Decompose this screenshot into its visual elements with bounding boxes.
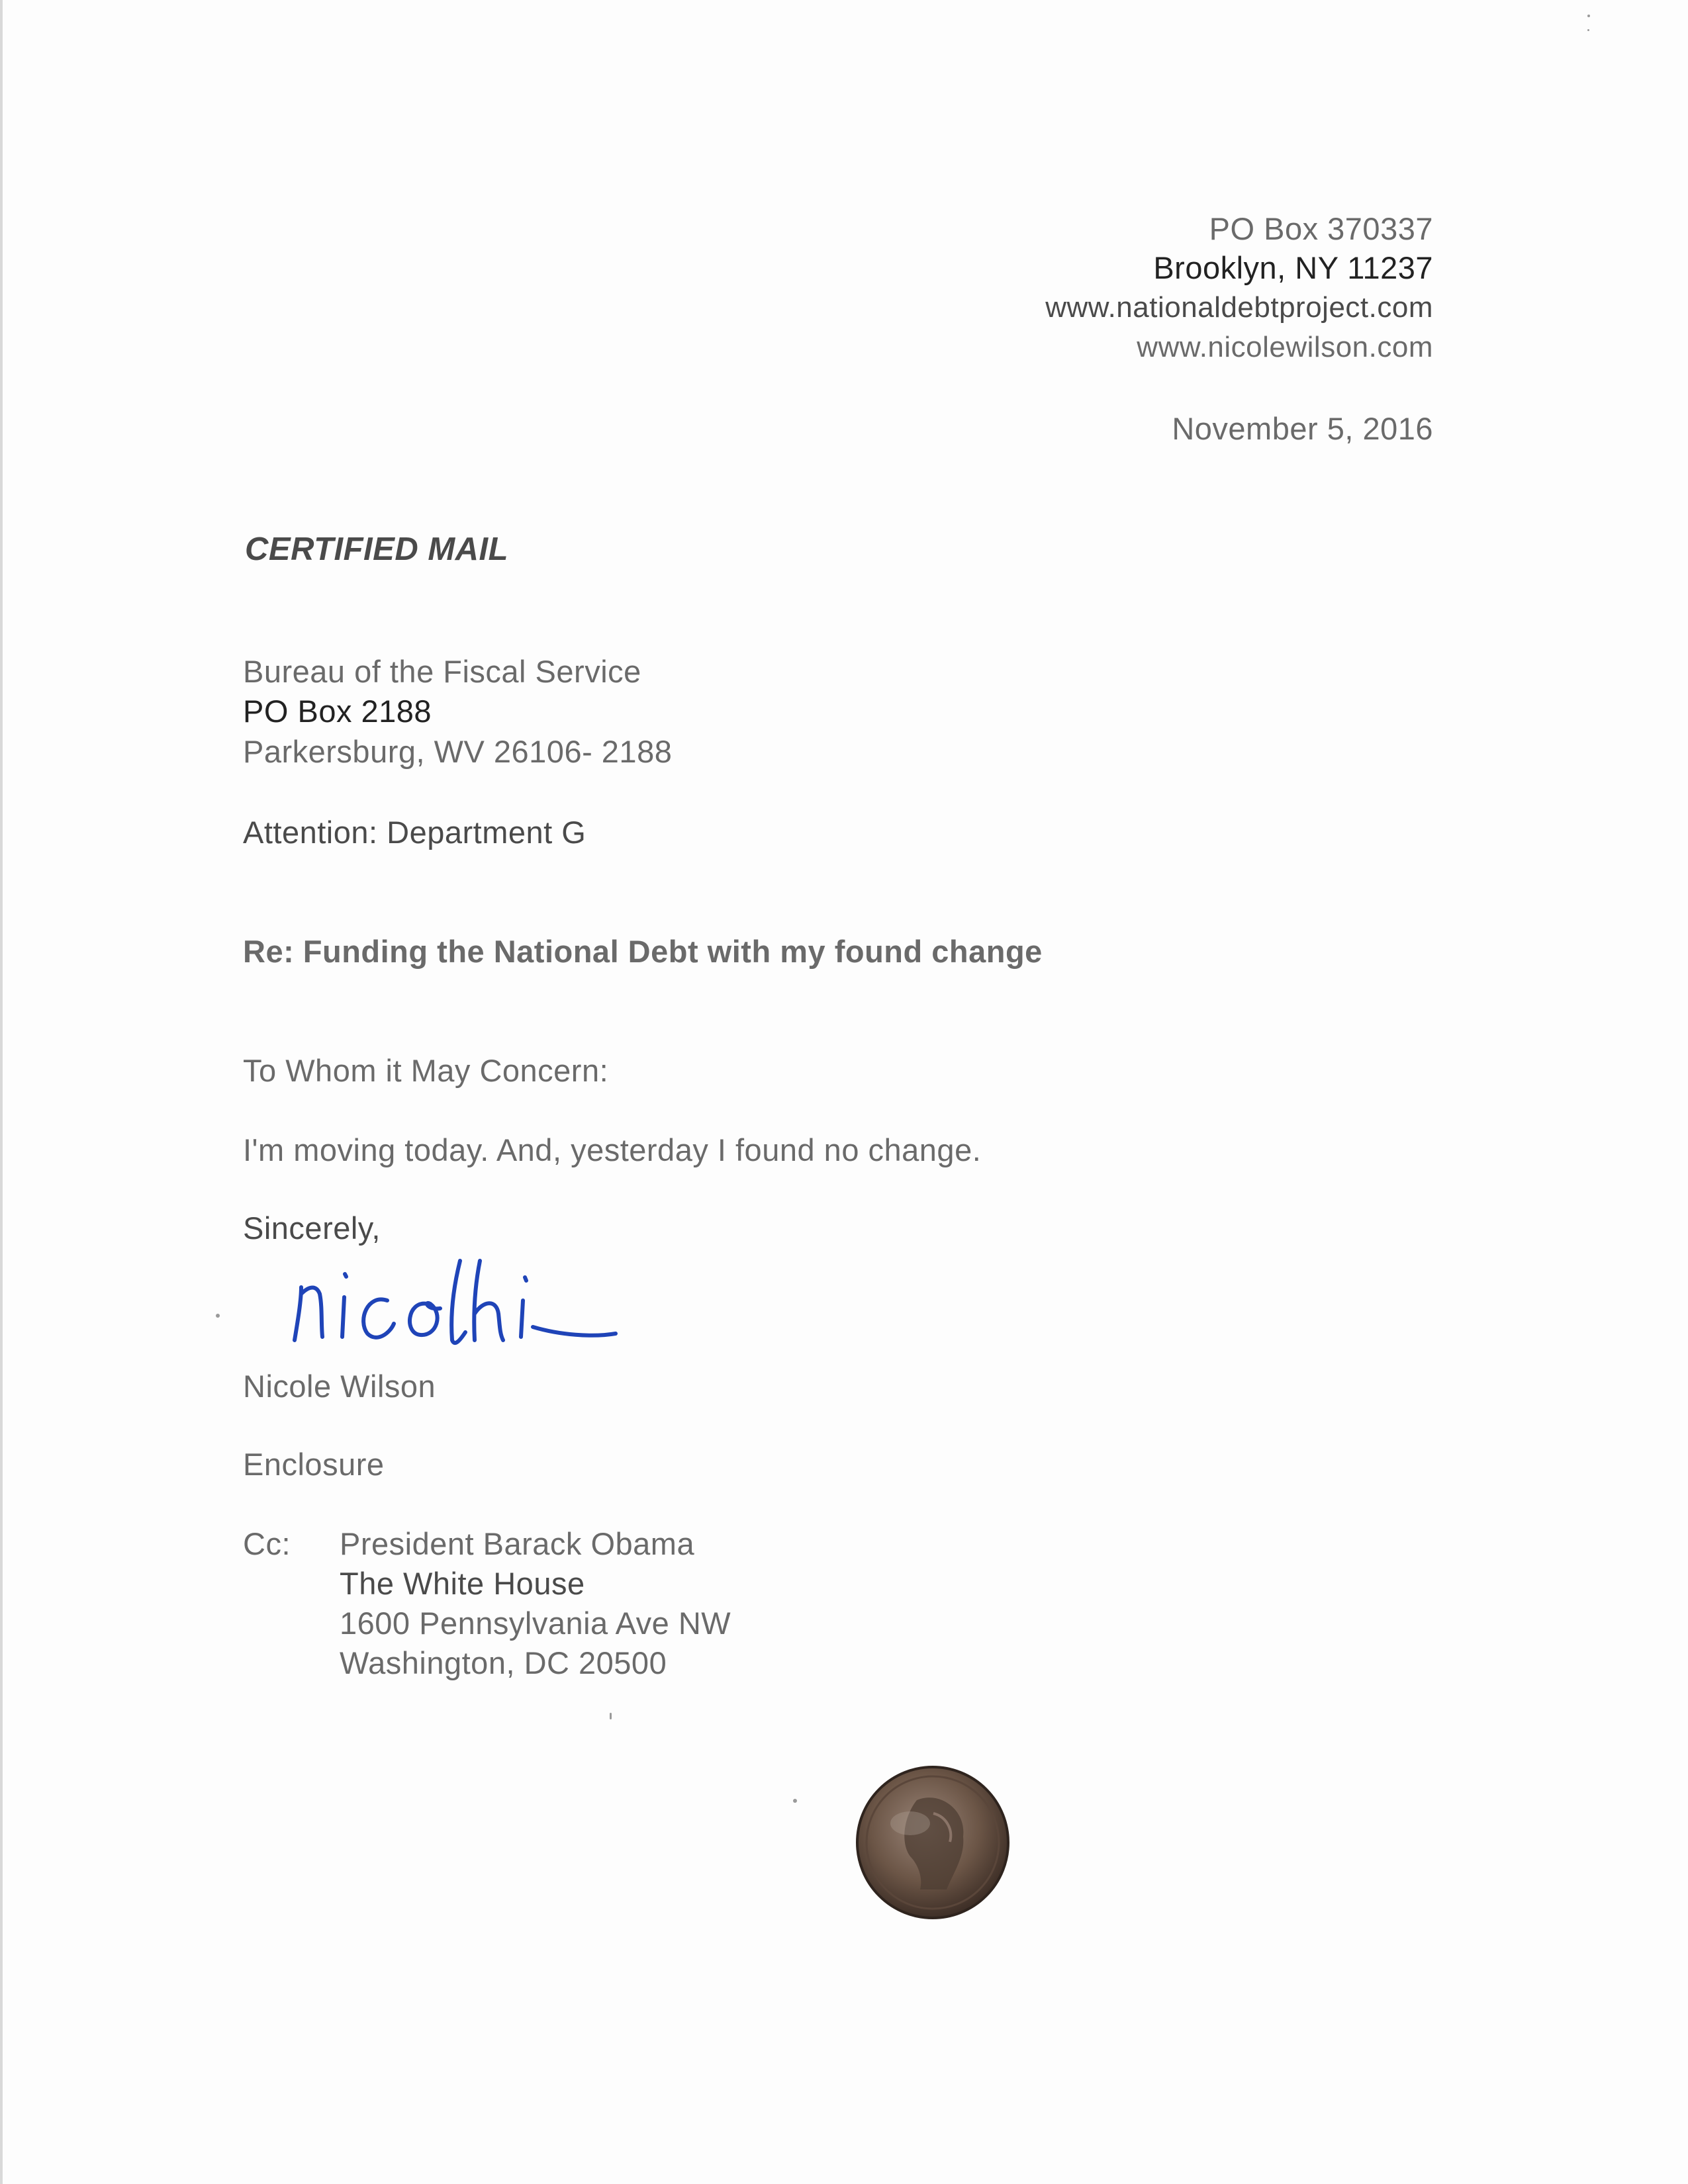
- signature-image: [281, 1248, 626, 1360]
- closing: Sincerely,: [243, 1210, 381, 1246]
- cc-label: Cc:: [243, 1526, 291, 1561]
- salutation: To Whom it May Concern:: [243, 1053, 609, 1088]
- scan-speck: [1587, 15, 1590, 17]
- sender-website-1: www.nationaldebtproject.com: [1045, 291, 1433, 324]
- recipient-name: Bureau of the Fiscal Service: [243, 654, 641, 689]
- cc-name: President Barack Obama: [340, 1526, 695, 1561]
- scan-speck: [1587, 29, 1589, 31]
- scan-speck: [793, 1799, 797, 1803]
- recipient-po-box: PO Box 2188: [243, 694, 432, 729]
- cc-address-line-1: The White House: [340, 1566, 585, 1601]
- scan-speck: [216, 1314, 220, 1318]
- sender-city-state-zip: Brooklyn, NY 11237: [1153, 250, 1433, 285]
- letter-date: November 5, 2016: [1172, 411, 1433, 446]
- cc-address-line-3: Washington, DC 20500: [340, 1645, 667, 1680]
- recipient-city-state-zip: Parkersburg, WV 26106- 2188: [243, 734, 673, 769]
- scan-edge: [0, 0, 3, 2184]
- sender-website-2: www.nicolewilson.com: [1137, 331, 1433, 363]
- attention-line: Attention: Department G: [243, 815, 586, 850]
- sender-po-box: PO Box 370337: [1209, 211, 1433, 246]
- penny-coin-image: [854, 1764, 1011, 1921]
- body-text: I'm moving today. And, yesterday I found no change.: [243, 1132, 982, 1167]
- signer-name: Nicole Wilson: [243, 1369, 436, 1404]
- certified-mail-heading: CERTIFIED MAIL: [245, 531, 509, 567]
- subject-line: Re: Funding the National Debt with my found change: [243, 934, 1043, 969]
- enclosure-note: Enclosure: [243, 1447, 385, 1482]
- cc-address-line-2: 1600 Pennsylvania Ave NW: [340, 1606, 731, 1641]
- scan-speck: [610, 1713, 612, 1719]
